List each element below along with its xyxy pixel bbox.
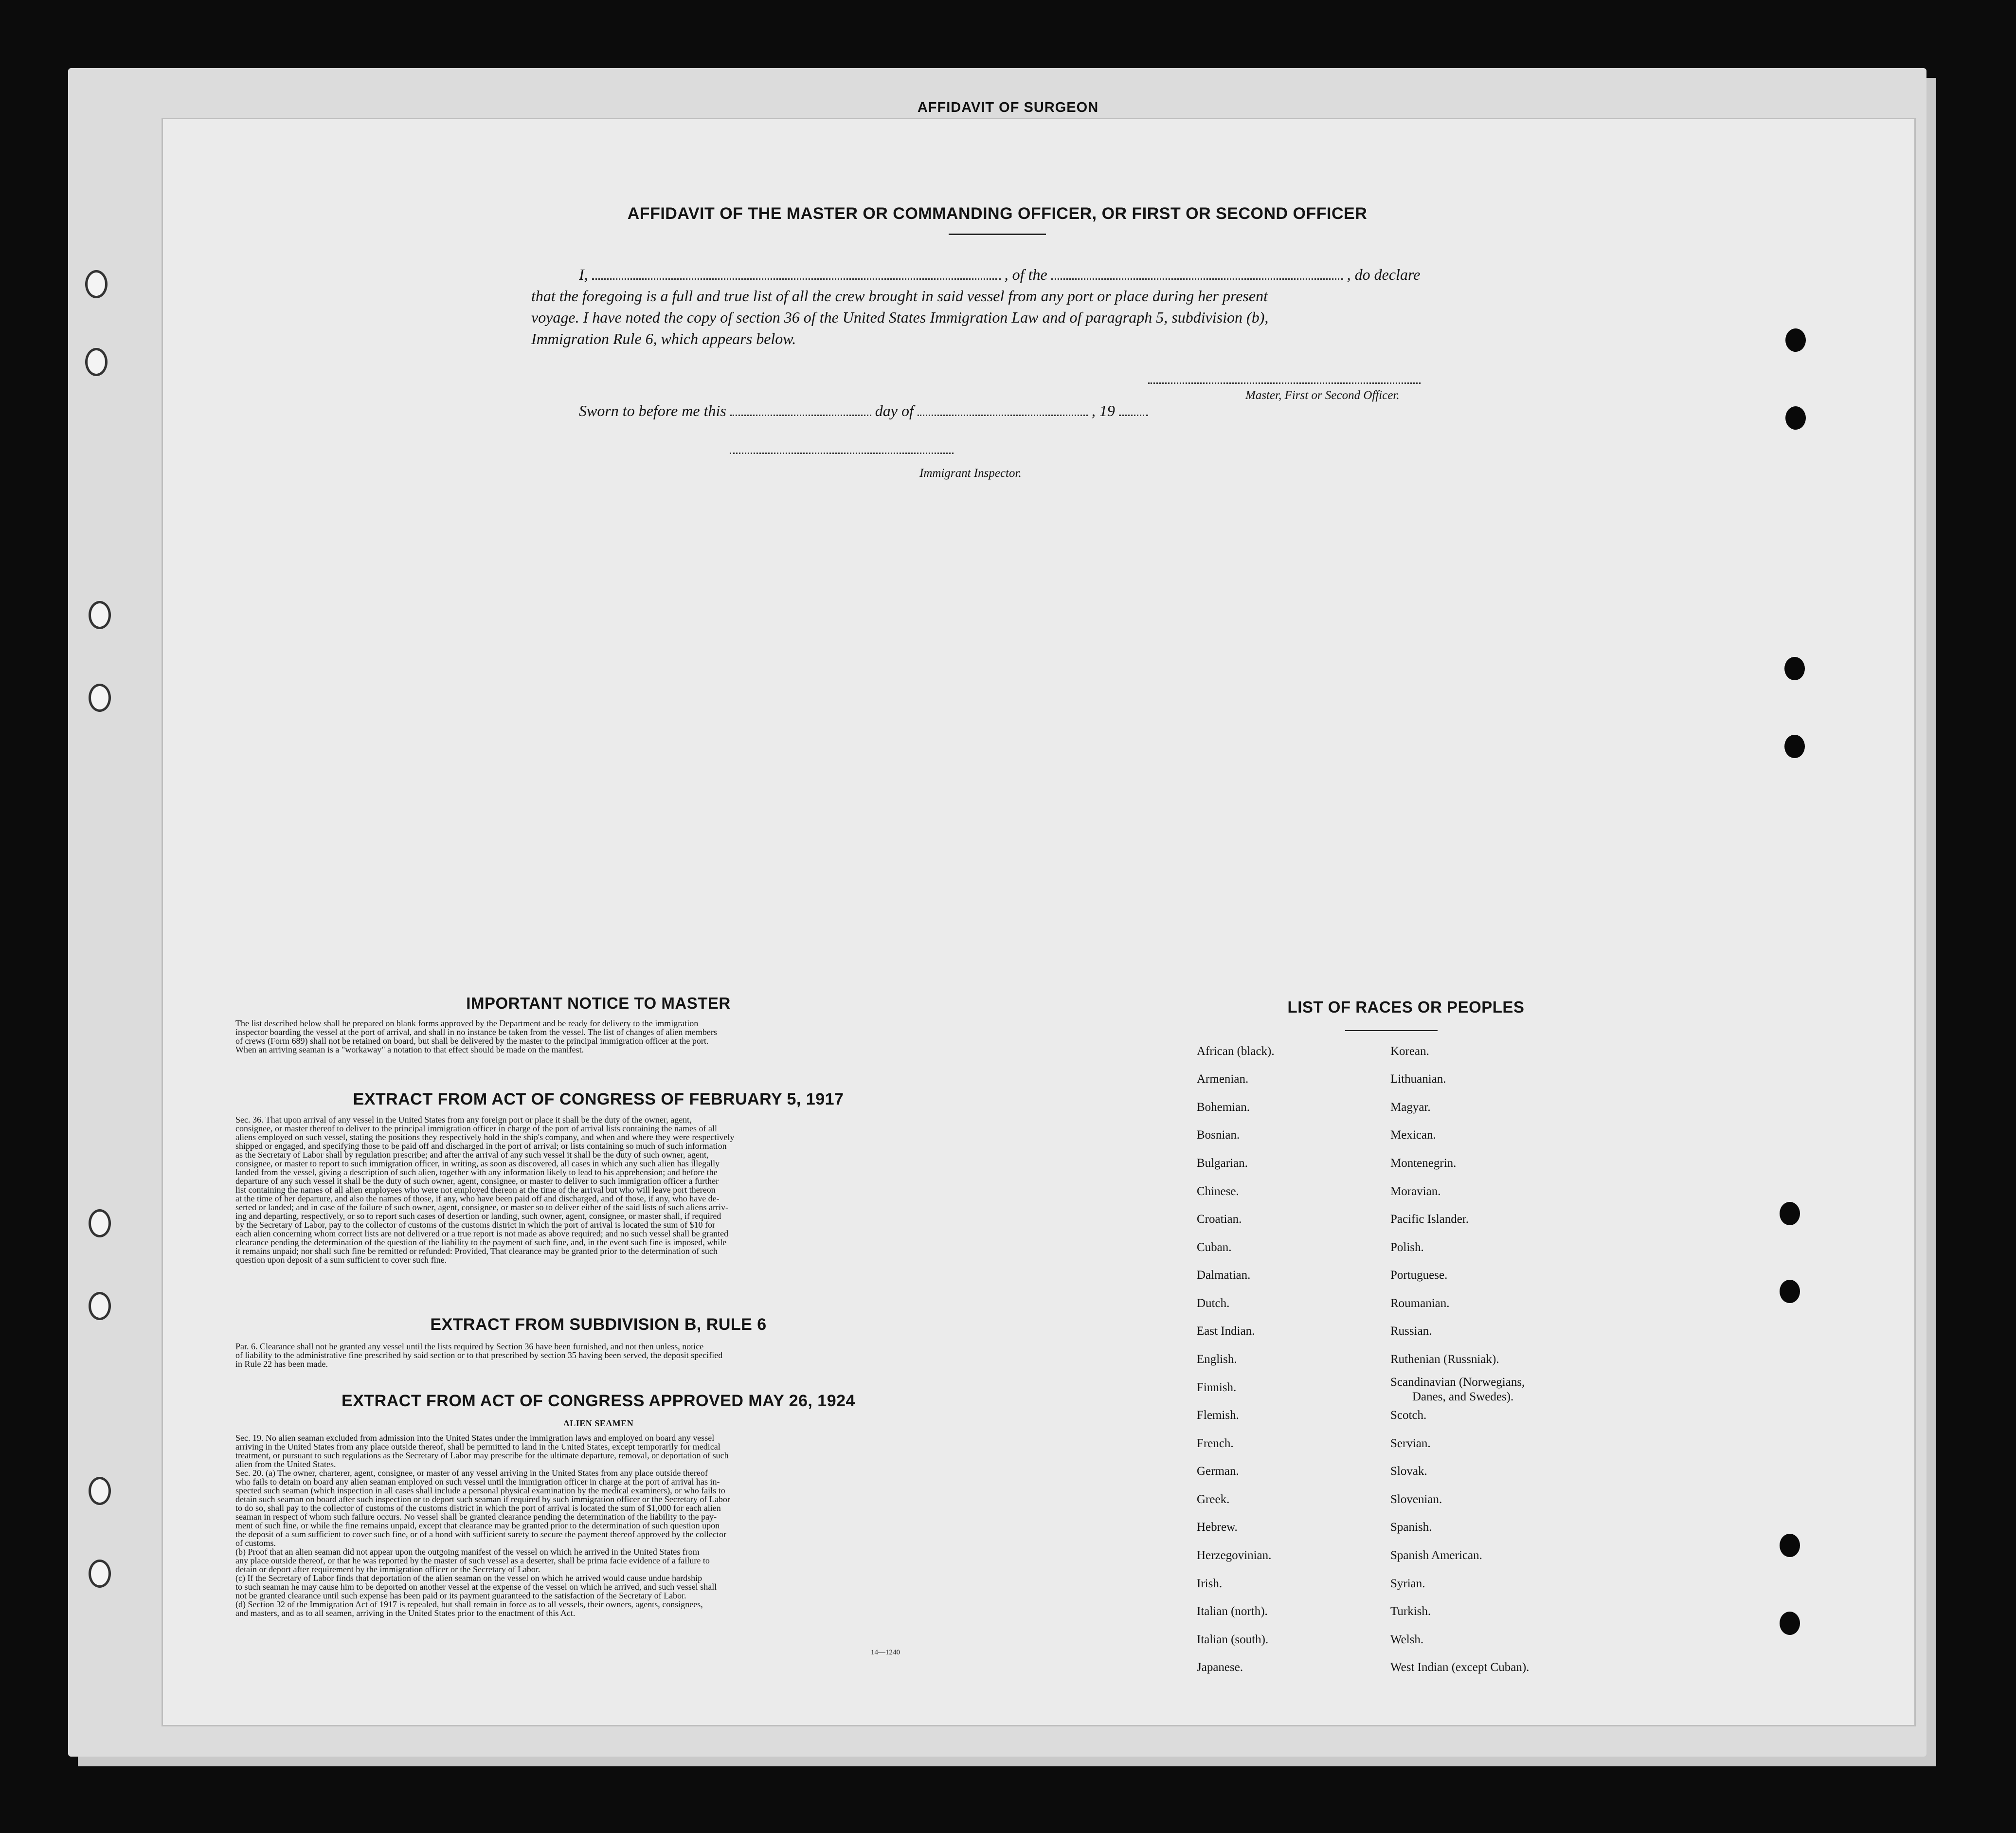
alien-seamen-subtitle: ALIEN SEAMEN (563, 1418, 634, 1428)
extract-line: aliens employed on such vessel, stating the positions they respectively hold in the ship's company, and when and where they were respectively (235, 1132, 735, 1142)
race-item: Servian. (1390, 1437, 1431, 1450)
divider (949, 234, 1046, 235)
race-item: Moravian. (1390, 1185, 1441, 1198)
extract-line: and masters, and as to all seamen, arriving in the United States prior to the enactment of this Act. (235, 1608, 576, 1618)
race-item: Syrian. (1390, 1577, 1425, 1590)
notice-line: inspector boarding the vessel at the port of arrival, and shall in no instance be taken from the vessel. The list of changes of alien members (235, 1027, 717, 1037)
race-item: Bosnian. (1197, 1128, 1240, 1142)
punch-hole-icon (1785, 328, 1806, 352)
race-item: Slovak. (1390, 1465, 1427, 1478)
divider (1345, 1030, 1438, 1031)
punch-hole-icon (1785, 406, 1806, 430)
race-item: Croatian. (1197, 1213, 1242, 1226)
form-number: 14—1240 (871, 1649, 900, 1656)
text-of-the: , of the (1004, 266, 1047, 283)
extract-line: who fails to detain on board any alien seaman employed on such vessel until the immigration officer in charge at the port of arrival has in- (235, 1477, 720, 1487)
race-item: African (black). (1197, 1045, 1275, 1058)
race-item: French. (1197, 1437, 1234, 1450)
extract-rule6-title: EXTRACT FROM SUBDIVISION B, RULE 6 (430, 1315, 767, 1334)
race-item: Italian (south). (1197, 1633, 1269, 1646)
extract-1917-title: EXTRACT FROM ACT OF CONGRESS OF FEBRUARY 5, 1917 (353, 1090, 844, 1108)
race-item: Turkish. (1390, 1605, 1431, 1618)
race-item: Flemish. (1197, 1409, 1239, 1422)
extract-line: departure of any such vessel it shall be the duty of such owner, agent, consignee, or master to deliver to such immigration officer a further (235, 1176, 719, 1186)
vessel-field[interactable] (1051, 266, 1343, 280)
extract-line: by the Secretary of Labor, pay to the collector of customs of the customs district in which the port of arrival is located the sum of $10 for (235, 1220, 716, 1230)
extract-line: landed from the vessel, giving a description of such alien, together with any information likely to lead to his apprehension; and before the (235, 1167, 718, 1177)
race-item: Bohemian. (1197, 1101, 1250, 1114)
name-field[interactable] (592, 266, 1001, 280)
affidavit-line-4: Immigration Rule 6, which appears below. (531, 330, 796, 347)
notice-line: of crews (Form 689) shall not be retained on board, but shall be delivered by the master to the principal immigration officer at the port. (235, 1036, 709, 1046)
master-signature-line[interactable] (1148, 370, 1421, 384)
extract-line: each alien concerning whom correct lists are not delivered or a true report is not made as above required; and no such vessel shall be granted (235, 1229, 729, 1238)
text-i: I, (579, 266, 588, 283)
race-item: East Indian. (1197, 1325, 1255, 1338)
race-item: Greek. (1197, 1493, 1230, 1506)
extract-line: the deposit of a sum sufficient to cover such fine, or of a bond with sufficient surety to secure the payment thereof approved by the collector (235, 1529, 727, 1539)
punch-hole-icon (85, 270, 108, 298)
race-item: Lithuanian. (1390, 1072, 1446, 1086)
race-item: Spanish. (1390, 1521, 1432, 1534)
extract-line: it remains unpaid; nor shall such fine be remitted or refunded: Provided, That clearance may be granted prior to the determination of such (235, 1246, 718, 1256)
extract-line: serted or landed; and in case of the failure of such owner, agent, consignee, or master so to deliver either of the said lists of such aliens arriv- (235, 1202, 728, 1212)
text-declare: , do declare (1347, 266, 1421, 283)
punch-hole-icon (1780, 1280, 1800, 1303)
punch-hole-icon (89, 1477, 111, 1505)
punch-hole-icon (1784, 657, 1805, 680)
race-item: West Indian (except Cuban). (1390, 1661, 1530, 1674)
race-item: Korean. (1390, 1045, 1429, 1058)
extract-line: question upon deposit of a sum sufficient to cover such fine. (235, 1255, 447, 1265)
race-item: Hebrew. (1197, 1521, 1238, 1534)
extract-line: Sec. 36. That upon arrival of any vessel in the United States from any foreign port or place it shall be the duty of the owner, agent, (235, 1115, 692, 1125)
race-item: Finnish. (1197, 1381, 1237, 1394)
race-item: Scotch. (1390, 1409, 1427, 1422)
extract-line: detain such seaman on board after such inspection or to deport such seaman if required by such immigration officer or the Secretary of Labor (235, 1494, 730, 1504)
extract-line: treatment, or pursuant to such regulations as the Secretary of Labor may prescribe for the ultimate departure, removal, or deportation of such (235, 1451, 729, 1460)
punch-hole-icon (89, 601, 111, 629)
race-item: Portuguese. (1390, 1269, 1448, 1282)
master-signature-label: Master, First or Second Officer. (1245, 389, 1400, 402)
extract-line: (b) Proof that an alien seaman did not appear upon the outgoing manifest of the vessel on which he arrived in the United States from (235, 1547, 700, 1557)
extract-rule6-body (224, 1342, 973, 1368)
notice-line: The list described below shall be prepared on blank forms approved by the Department and be ready for delivery to the immigration (235, 1018, 699, 1028)
extract-line: spected such seaman (which inspection in all cases shall include a personal physical examination by the medical examiners), or who fails to (235, 1486, 725, 1495)
extract-line: of liability to the administrative fine prescribed by said section or to that prescribed by section 35 having been served, the deposit specified (235, 1350, 723, 1360)
extract-line: ing and departing, respectively, or so to report such cases of desertion or landing, such owner, agent, consignee, or master shall, if required (235, 1211, 721, 1221)
affidavit-line-2: that the foregoing is a full and true list of all the crew brought in said vessel from any port or place during her present (531, 287, 1268, 305)
race-item: Italian (north). (1197, 1605, 1268, 1618)
punch-hole-icon (1784, 735, 1805, 758)
extract-line: ment of such fine, or while the fine remains unpaid, except that clearance may be granted prior to the determination of such question upon (235, 1521, 720, 1530)
notice-title: IMPORTANT NOTICE TO MASTER (466, 994, 731, 1012)
notice-line: When an arriving seaman is a "workaway" a notation to that effect should be made on the manifest. (235, 1045, 584, 1054)
affidavit-line-1 (579, 264, 1420, 286)
extract-1924-title: EXTRACT FROM ACT OF CONGRESS APPROVED MAY 26, 1924 (342, 1392, 855, 1410)
extract-line: shipped or engaged, and specifying those to be paid off and discharged in the port of arrival; or lists containing so much of such information (235, 1141, 727, 1151)
race-item: Scandinavian (Norwegians, (1390, 1376, 1525, 1389)
extract-line: consignee, or master to report to such immigration officer, in writing, as soon as discovered, all cases in which any such alien has illegally (235, 1159, 720, 1168)
punch-hole-icon (89, 1292, 111, 1320)
notice-body (224, 1019, 973, 1054)
extract-line: consignee, or master thereof to deliver to the principal immigration officer in charge of the port of arrival lists containing the names of all (235, 1124, 718, 1133)
sworn-month-field[interactable] (918, 402, 1088, 416)
extract-1917-body (224, 1115, 973, 1264)
extract-line: Sec. 20. (a) The owner, charterer, agent, consignee, or master of any vessel arriving in the United States from any place outside thereof (235, 1468, 708, 1478)
race-item-continued: Danes, and Swedes). (1412, 1390, 1514, 1403)
sworn-year-field[interactable] (1119, 402, 1148, 416)
punch-hole-icon (89, 684, 111, 712)
extract-line: not be granted clearance until such expense has been paid or its payment guaranteed to the satisfaction of the Secretary of Labor. (235, 1591, 686, 1600)
race-item: Dalmatian. (1197, 1269, 1251, 1282)
punch-hole-icon (1780, 1202, 1800, 1225)
extract-line: arriving in the United States from any place outside thereof, shall be permitted to land in the United States, except temporarily for medical (235, 1442, 720, 1452)
inspector-signature-line[interactable] (730, 440, 954, 454)
race-item: Irish. (1197, 1577, 1223, 1590)
race-item: German. (1197, 1465, 1239, 1478)
sworn-day-field[interactable] (730, 402, 871, 416)
day-of-text: day of (875, 402, 914, 419)
extract-line: (c) If the Secretary of Labor finds that deportation of the alien seaman on the vessel on which he arrived would cause undue hardship (235, 1573, 702, 1583)
race-item: Dutch. (1197, 1297, 1230, 1310)
extract-line: any place outside thereof, or that he was reported by the master of such vessel as a deserter, shall be prima facie evidence of a failure to (235, 1556, 710, 1565)
race-item: Cuban. (1197, 1241, 1232, 1254)
race-item: Pacific Islander. (1390, 1213, 1469, 1226)
page-header: AFFIDAVIT OF SURGEON (917, 100, 1099, 115)
punch-hole-icon (89, 1560, 111, 1588)
extract-line: list containing the names of all alien employees who were not employed thereon at the time of the arrival but who will leave port thereon (235, 1185, 716, 1195)
sworn-line (579, 400, 1148, 422)
inspector-label: Immigrant Inspector. (919, 467, 1022, 480)
extract-line: seaman in respect of whom such failure occurs. No vessel shall be granted clearance pending the determination of the liability to the pay- (235, 1512, 717, 1522)
punch-hole-icon (1780, 1612, 1800, 1635)
punch-hole-icon (89, 1209, 111, 1237)
extract-line: clearance pending the determination of the question of the liability to the payment of such fine, and, in the event such fine is imposed, while (235, 1237, 727, 1247)
races-title: LIST OF RACES OR PEOPLES (1287, 998, 1525, 1016)
extract-line: (d) Section 32 of the Immigration Act of 1917 is repealed, but shall remain in force as to all vessels, their owners, agents, consignees, (235, 1599, 703, 1609)
race-item: Slovenian. (1390, 1493, 1442, 1506)
race-item: Polish. (1390, 1241, 1424, 1254)
extract-line: Sec. 19. No alien seaman excluded from admission into the United States under the immigration laws and employed on board any vessel (235, 1433, 715, 1443)
extract-line: to such seaman he may cause him to be deported on another vessel at the expense of the vessel on which he arrived, and such vessel shall (235, 1582, 717, 1592)
race-item: Montenegrin. (1390, 1157, 1457, 1170)
race-item: Herzegovinian. (1197, 1549, 1272, 1562)
race-item: Armenian. (1197, 1072, 1249, 1086)
race-item: Mexican. (1390, 1128, 1436, 1142)
race-item: Chinese. (1197, 1185, 1239, 1198)
extract-line: at the time of her departure, and also the names of those, if any, who have been paid off and discharged, and of those, if any, who have de- (235, 1194, 720, 1203)
sworn-text: Sworn to before me this (579, 402, 726, 419)
race-item: Roumanian. (1390, 1297, 1450, 1310)
extract-line: of customs. (235, 1538, 276, 1548)
race-item: Welsh. (1390, 1633, 1424, 1646)
extract-1924-body (224, 1434, 973, 1617)
extract-line: Par. 6. Clearance shall not be granted any vessel until the lists required by Section 36 have been furnished, and not then unless, notice (235, 1342, 704, 1351)
extract-line: alien from the United States. (235, 1459, 336, 1469)
year-text: , 19 (1091, 402, 1115, 419)
race-item: Russian. (1390, 1325, 1432, 1338)
punch-hole-icon (1780, 1534, 1800, 1557)
extract-line: as the Secretary of Labor shall by regulation prescribe; and after the arrival of any such vessel it shall be the duty of such owner, agent, (235, 1150, 709, 1160)
punch-hole-icon (85, 348, 108, 376)
extract-line: detain or deport after requirement by the immigration officer or the Secretary of Labor. (235, 1564, 540, 1574)
extract-line: in Rule 22 has been made. (235, 1359, 328, 1369)
affidavit-title: AFFIDAVIT OF THE MASTER OR COMMANDING OFFICER, OR FIRST OR SECOND OFFICER (627, 204, 1368, 223)
race-item: English. (1197, 1353, 1237, 1366)
race-item: Bulgarian. (1197, 1157, 1248, 1170)
race-item: Magyar. (1390, 1101, 1431, 1114)
race-item: Spanish American. (1390, 1549, 1482, 1562)
extract-line: to do so, shall pay to the collector of customs of the customs district in which the port of arrival is located the sum of $1,000 for each alien (235, 1503, 721, 1513)
race-item: Japanese. (1197, 1661, 1243, 1674)
race-item: Ruthenian (Russniak). (1390, 1353, 1499, 1366)
affidavit-line-3: voyage. I have noted the copy of section 36 of the United States Immigration Law and of paragraph 5, subdivision (b), (531, 309, 1269, 326)
